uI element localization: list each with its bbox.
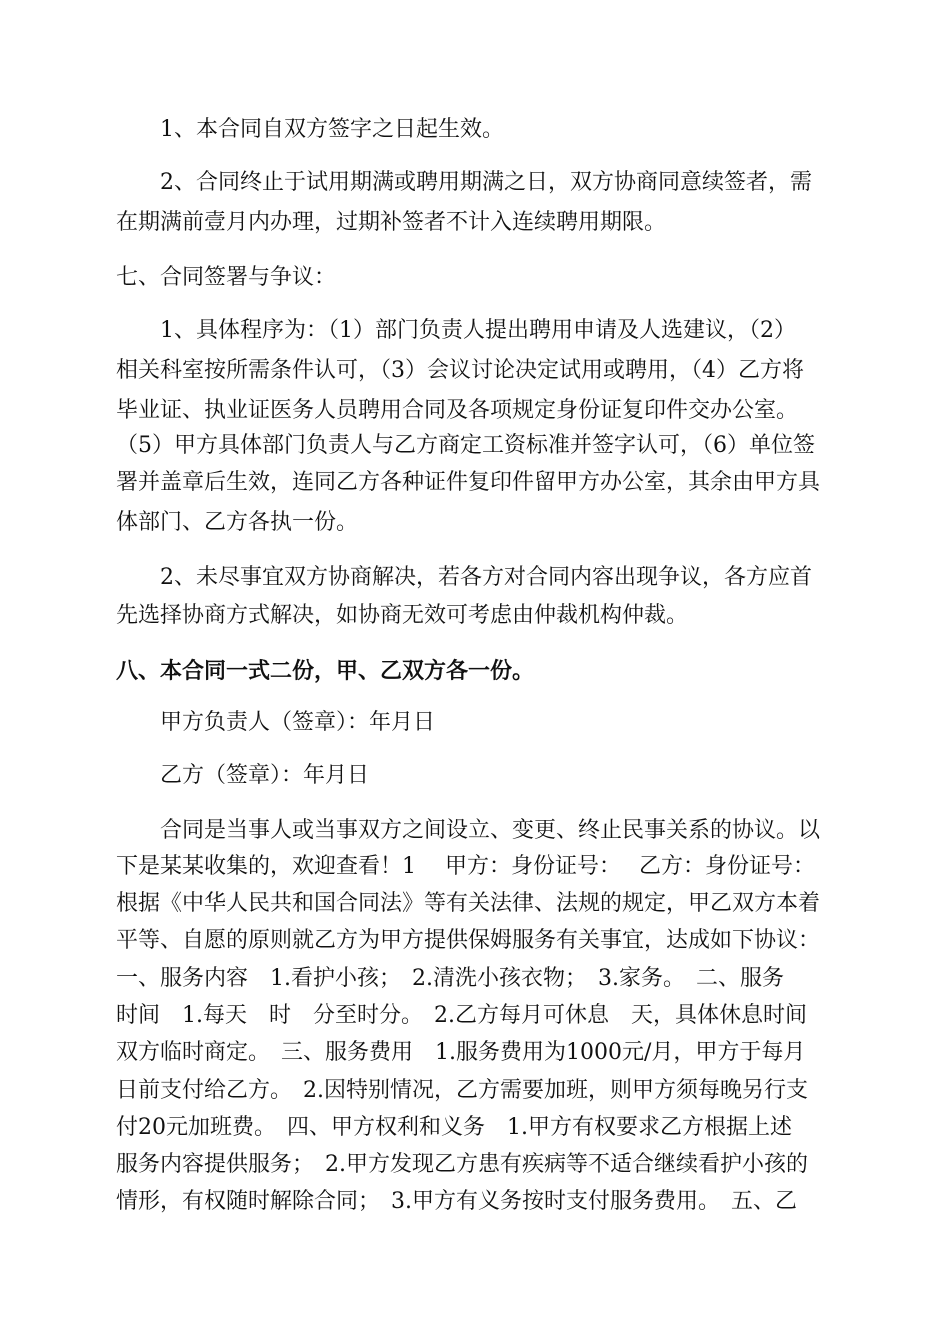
clause-7-2-line-1: 2、未尽事宜双方协商解决，若各方对合同内容出现争议，各方应首	[116, 565, 812, 590]
party-b-signature: 乙方（签章）：年月日	[116, 763, 370, 788]
clause-7-1-line-3: 毕业证、执业证医务人员聘用合同及各项规定身份证复印件交办公室。	[116, 398, 799, 423]
nanny-contract-line-7: 双方临时商定。 三、服务费用 1.服务费用为1000元/月，甲方于每月	[116, 1040, 806, 1065]
clause-7-1-line-4: （5）甲方具体部门负责人与乙方商定工资标准并签字认可，（6）单位签	[116, 433, 815, 458]
clause-7-2-line-2: 先选择协商方式解决，如协商无效可考虑由仲裁机构仲裁。	[116, 603, 689, 628]
clause-7-1-line-1: 1、具体程序为：（1）部门负责人提出聘用申请及人选建议，（2）	[116, 318, 796, 343]
nanny-contract-line-5: 一、服务内容 1.看护小孩； 2.清洗小孩衣物； 3.家务。 二、服务	[116, 966, 784, 991]
clause-7-1-line-2: 相关科室按所需条件认可，（3）会议讨论决定试用或聘用，（4）乙方将	[116, 358, 804, 383]
party-a-signature: 甲方负责人（签章）：年月日	[116, 710, 436, 735]
nanny-contract-line-8: 日前支付给乙方。 2.因特别情况，乙方需要加班，则甲方须每晚另行支	[116, 1078, 808, 1103]
nanny-contract-line-2: 下是某某收集的，欢迎查看！1 甲方：身份证号： 乙方：身份证号：	[116, 854, 815, 879]
nanny-contract-line-3: 根据《中华人民共和国合同法》等有关法律、法规的规定，甲乙双方本着	[116, 891, 821, 916]
clause-7-1-line-6: 体部门、乙方各执一份。	[116, 510, 359, 535]
nanny-contract-line-1: 合同是当事人或当事双方之间设立、变更、终止民事关系的协议。以	[116, 818, 821, 843]
clause-6-2-line-2: 在期满前壹月内办理，过期补签者不计入连续聘用期限。	[116, 210, 667, 235]
section-8-heading: 八、本合同一式二份，甲、乙双方各一份。	[116, 658, 535, 684]
nanny-contract-line-4: 平等、自愿的原则就乙方为甲方提供保姆服务有关事宜，达成如下协议：	[116, 928, 821, 953]
nanny-contract-line-11: 情形，有权随时解除合同； 3.甲方有义务按时支付服务费用。 五、乙	[116, 1189, 797, 1214]
nanny-contract-line-9: 付20元加班费。 四、甲方权利和义务 1.甲方有权要求乙方根据上述	[116, 1115, 792, 1140]
nanny-contract-line-6: 时间 1.每天 时 分至时分。 2.乙方每月可休息 天，具体休息时间	[116, 1003, 807, 1028]
clause-6-2-line-1: 2、合同终止于试用期满或聘用期满之日，双方协商同意续签者，需	[116, 170, 812, 195]
clause-6-1: 1、本合同自双方签字之日起生效。	[116, 117, 504, 142]
clause-7-1-line-5: 署并盖章后生效，连同乙方各种证件复印件留甲方办公室，其余由甲方具	[116, 470, 821, 495]
nanny-contract-line-10: 服务内容提供服务； 2.甲方发现乙方患有疾病等不适合继续看护小孩的	[116, 1152, 808, 1177]
section-7-heading: 七、合同签署与争议：	[116, 265, 337, 290]
